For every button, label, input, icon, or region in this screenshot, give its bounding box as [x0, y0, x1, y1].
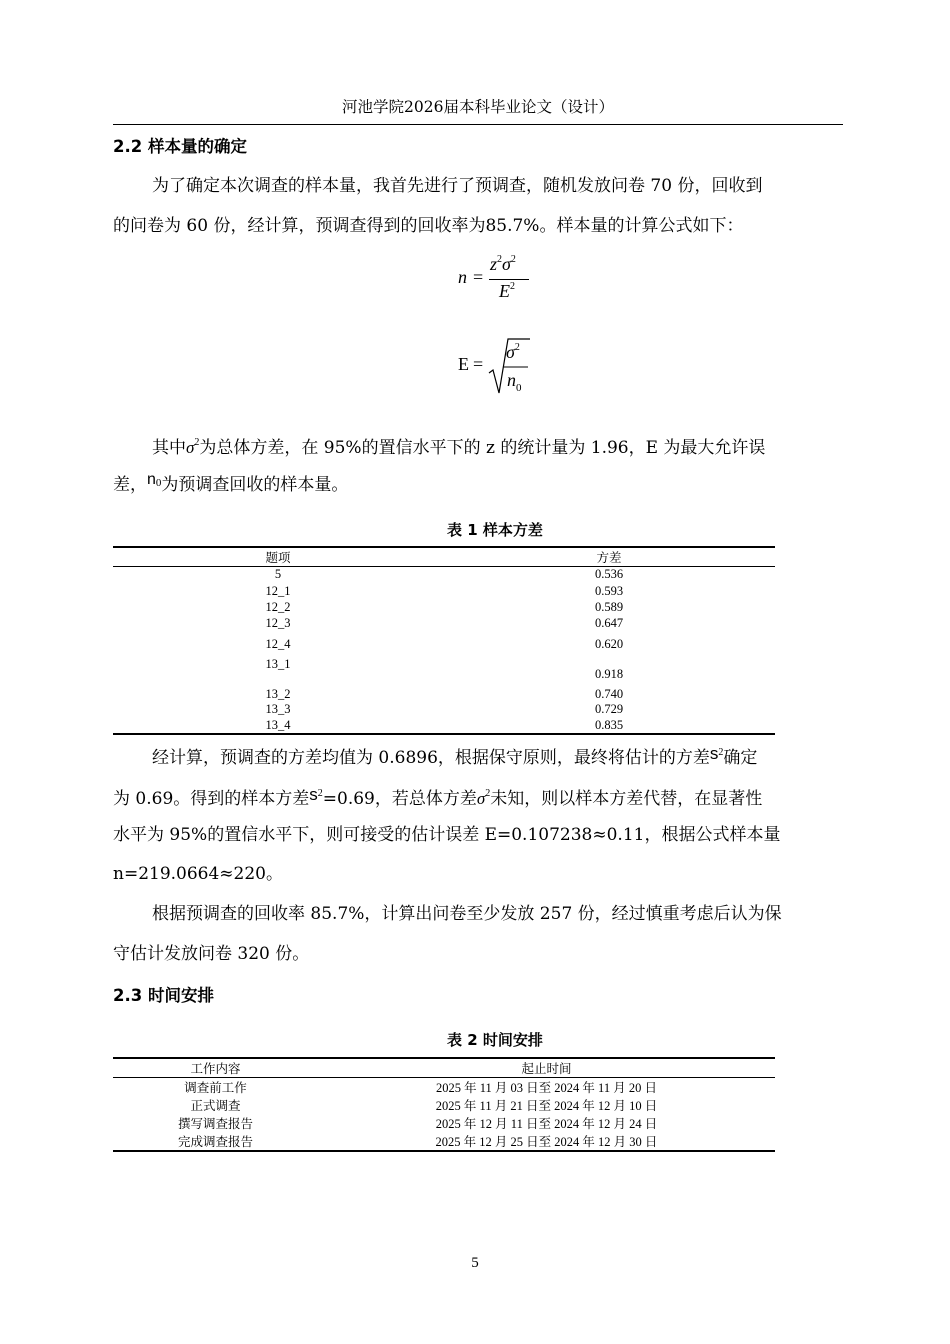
paragraph-2-line-1: 其中$\sigma^2$为总体方差，在 95%的置信水平下的 z 的统计量为 1.96，E 为最大允许误	[152, 437, 766, 458]
paragraph-3-line-2: 为 0.69。得到的样本方差$s^2=0.69$，若总体方差$\sigma^2$未知，则以样本方差代替，在显著性	[113, 785, 763, 809]
formula-equals: =	[473, 267, 484, 287]
paragraph-3-line-4: n=219.0664≈220。	[113, 864, 283, 884]
paragraph-3-line-3: 水平为 95%的置信水平下，则可接受的估计误差 E=0.107238≈0.11，根据公式样本量	[113, 825, 781, 845]
paragraph-4-line-2: 守估计发放问卷 320 份。	[113, 944, 310, 964]
paragraph-3-line-1: 经计算，预调查的方差均值为 0.6896，根据保守原则，最终将估计的方差$s^2$确定	[152, 744, 758, 768]
sample-variance-table	[113, 546, 775, 735]
sample-size-formula	[458, 254, 548, 304]
column-header-variance: 方差	[596, 551, 622, 565]
table-row: 正式调查 2025 年 11 月 21 日至 2024 年 12 月 10 日	[190, 1099, 658, 1113]
running-header: 河池学院2026届本科毕业论文（设计）	[342, 98, 614, 116]
paragraph-1-line-1: 为了确定本次调查的样本量，我首先进行了预调查，随机发放问卷 70 份，回收到	[152, 176, 763, 196]
paragraph-2-line-2: 差，$n^0$为预调查回收的样本量。	[113, 471, 349, 495]
table-row: 12_3 0.647	[265, 616, 624, 630]
table-row: 13_2 0.740	[265, 686, 624, 701]
paragraph-4-line-1: 根据预调查的回收率 85.7%，计算出问卷至少发放 257 份，经过慎重考虑后认为保	[152, 904, 782, 924]
section-heading-2-2: 2.2 样本量的确定	[113, 137, 247, 156]
section-heading-2-3: 2.3 时间安排	[113, 986, 214, 1005]
radicand-numerator: $\sigma^2$	[506, 342, 520, 362]
formula-denominator: $E^2$	[499, 281, 515, 301]
table-header-row	[113, 547, 775, 567]
table-row: 13_3 0.729	[265, 702, 624, 716]
formula-numerator: $z^2\sigma^2$	[490, 254, 516, 274]
table-row: 12_2 0.589	[265, 600, 624, 614]
formula-lhs: E	[458, 354, 469, 374]
table-2-caption: 表 2 时间安排	[447, 1031, 543, 1049]
table-row: 12_1 0.593	[265, 583, 624, 598]
table-row: 5 0.536	[274, 567, 624, 582]
page-number: 5	[471, 1255, 479, 1271]
table-row: 13_1 0.918	[265, 656, 624, 681]
formula-equals: =	[473, 354, 484, 374]
table-row: 撰写调查报告 2025 年 12 月 11 日至 2024 年 12 月 24 日	[177, 1117, 658, 1131]
column-header-period: 起止时间	[521, 1062, 572, 1076]
table-row: 13_4 0.835	[265, 717, 624, 732]
paragraph-1-line-2: 的问卷为 60 份，经计算，预调查得到的回收率为85.7%。样本量的计算公式如下：	[113, 216, 744, 236]
table-row: 完成调查报告 2025 年 12 月 25 日至 2024 年 12 月 30 日	[177, 1135, 658, 1149]
table-row: 12_4 0.620	[265, 636, 624, 651]
fraction-bar	[489, 279, 529, 280]
table-header-row	[113, 1058, 775, 1078]
formula-lhs: n	[458, 267, 467, 287]
schedule-table	[113, 1057, 775, 1152]
table-row: 调查前工作 2025 年 11 月 03 日至 2024 年 11 月 20 日	[184, 1081, 657, 1095]
radicand-denominator: $n_0$	[507, 370, 522, 394]
header-rule	[113, 124, 843, 125]
column-header-item: 题项	[265, 551, 291, 565]
column-header-task: 工作内容	[190, 1062, 241, 1076]
error-formula	[458, 337, 548, 397]
table-1-caption: 表 1 样本方差	[447, 521, 543, 539]
